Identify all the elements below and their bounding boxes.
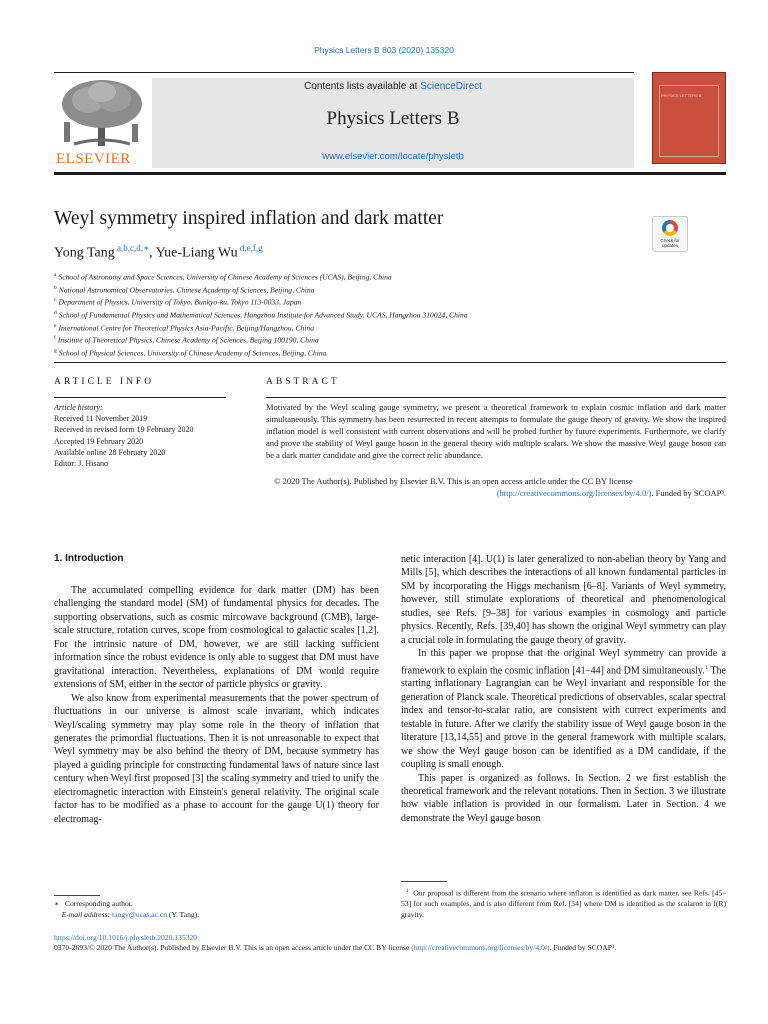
footnote-rule	[401, 881, 447, 882]
corresponding-author-label: Corresponding author.	[64, 899, 133, 908]
body-column-left	[54, 584, 379, 826]
footnote-marker[interactable]: 1	[704, 663, 708, 671]
editor: Editor: J. Hisano	[54, 459, 108, 469]
affiliation: $^g$ School of Physical Sciences, University of Chinese Academy of Sciences, Beijing, China	[54, 347, 327, 358]
abstract-heading: ABSTRACT	[266, 377, 340, 387]
header-top-rule	[54, 72, 634, 73]
paragraph: In this paper we propose that the original Weyl symmetry can provide a framework to explain the cosmic inflation [41–44] and DM simultaneously.$^1$ The starting inflationary Lagrangian can be Weyl invariant and responsible for the generation of Planck scale. Theoretical predictions of observables, scalar spectral index and tensor-to-scalar ratio, are consistent with currect experiments and testable in future. After we clarify the stability issue of Weyl gauge boson in the literature [13,14,55] and prove in the general framework with multiple scalars, we show the Weyl gauge boson can be identified as a DM candidate, if the coupling is small enough.	[401, 648, 726, 771]
abstract-copyright	[266, 476, 726, 500]
affiliation: $^d$ School of Fundamental Physics and Mathematical Sciences, Hangzhou Institute for Advanced Study, UCAS, Hangzhou 310024, China	[54, 309, 468, 320]
license-link[interactable]: (http://creativecommons.org/licenses/by/4.0/)	[411, 943, 550, 952]
sciencedirect-link[interactable]: ScienceDirect	[420, 81, 482, 92]
copyright-tail: . Funded by SCOAP³.	[651, 487, 726, 498]
license-tail: . Funded by SCOAP³.	[549, 943, 617, 952]
license-text: 0370-2693/© 2020 The Author(s). Published by Elsevier B.V. This is an open access article under the CC BY license	[54, 943, 410, 952]
article-history	[54, 402, 229, 469]
abstract-rule	[266, 397, 726, 398]
contents-line	[152, 81, 634, 92]
revised-date: Received in revised form 19 February 2020	[54, 425, 194, 435]
cover-title: PHYSICS LETTERS B	[661, 93, 702, 98]
article-info-heading: ARTICLE INFO	[54, 377, 155, 387]
footnote-rule	[54, 895, 100, 896]
publisher-name: ELSEVIER	[56, 151, 131, 167]
paragraph: netic interaction [4]. U(1) is later generalized to non-abelian theory by Yang and Mills [5], which describes the interactions of all known fundamental particles in SM by incorporating the Higgs mechanism [6–8]. Variants of Weyl symmetry, however, still stimulate explorations of theoretical and phenomenological studies, see Refs. [9–38] for various examples in cosmology and particle physics. Recently, Refs. [39,40] has shown the original Weyl symmetry can play a crucial role in formulating the gauge theory of gravity.	[401, 554, 726, 646]
paragraph: This paper is organized as follows. In Section. 2 we first establish the theoretical framework and the relevant notations. Then in Section. 3 we illustrate how viable inflation is provided in our formalism. Later in Section. 4 we demonstrate the Weyl gauge boson	[401, 772, 726, 824]
affiliation: $^a$ School of Astronomy and Space Sciences, University of Chinese Academy of Sciences (UCAS), Beijing, China	[54, 272, 392, 282]
received-date: Received 11 November 2019	[54, 414, 148, 424]
paragraph: The accumulated compelling evidence for dark matter (DM) has been challenging the standard model (SM) of fundamental physics for decades. The supporting observations, such as cosmic mircowave background (CMB), large-scale structure, rotation curves, scope from cosmological to galactic scales [1,2]. For the intrinsic nature of DM, however, we are still lacking sufficient information since the robust evidence is only able to suggest that DM must have gravitational interaction. Nevertheless, explanations of DM would require extensions of SM, either in the sector of particle physics or gravity.	[54, 585, 379, 691]
footnote-star: ∗	[54, 899, 60, 908]
author-affil-sup[interactable]: a,b,c,d,∗	[117, 243, 150, 253]
section-heading-introduction: 1. Introduction	[54, 553, 124, 564]
online-date: Available online 28 February 2020	[54, 447, 166, 457]
journal-cover-image[interactable]	[652, 72, 726, 164]
elsevier-logo[interactable]	[54, 78, 150, 168]
affiliation-list	[54, 270, 726, 358]
footnote-number: 1	[405, 888, 409, 894]
journal-title[interactable]: Physics Letters B	[326, 108, 460, 129]
footnote-1	[401, 886, 726, 920]
journal-reference[interactable]: Physics Letters B 803 (2020) 135320	[314, 45, 454, 55]
affiliation: $^e$ International Centre for Theoretical Physics Asia-Pacific, Beijing/Hangzhou, China	[54, 322, 315, 333]
affiliation: $^c$ Department of Physics, University of Tokyo, Bunkyo-ku, Tokyo 113-0033, Japan	[54, 297, 302, 307]
email-label: E-mail address:	[61, 909, 111, 919]
header-bottom-rule	[54, 172, 726, 175]
affiliation: $^f$ Institute of Theoretical Physics, Chinese Academy of Sciences, Beijing 100190, China	[54, 335, 319, 345]
section-divider	[54, 362, 726, 363]
copyright-text: © 2020 The Author(s). Published by Elsevier B.V. This is an open access article under the CC BY license	[274, 476, 633, 486]
journal-banner	[152, 78, 634, 168]
author-name[interactable]: Yue-Liang Wu	[155, 245, 238, 261]
author-list: Yong Tang $^{a,b,c,d,∗}$, Yue-Liang Wu $^{d,e,f,g}$	[54, 243, 263, 261]
check-updates-icon	[662, 220, 678, 236]
article-info-rule	[54, 397, 226, 398]
author-name[interactable]: Yong Tang	[54, 245, 115, 261]
doi-link[interactable]: https://doi.org/10.1016/j.physletb.2020.135320	[54, 933, 198, 942]
license-link[interactable]: (http://creativecommons.org/licenses/by/4.0/)	[496, 487, 652, 498]
affiliation: $^b$ National Astronomical Observatories, Chinese Academy of Sciences, Beijing, China	[54, 284, 315, 295]
history-label: Article history:	[54, 403, 103, 412]
journal-url-link[interactable]: www.elsevier.com/locate/physletb	[322, 151, 464, 162]
bottom-license	[54, 943, 726, 954]
paper-title: Weyl symmetry inspired inflation and dark matter	[54, 208, 444, 229]
check-for-updates-button[interactable]	[652, 216, 688, 252]
author-affil-sup[interactable]: d,e,f,g	[239, 243, 263, 253]
corresponding-author-note	[54, 899, 379, 920]
accepted-date: Accepted 19 February 2020	[54, 436, 144, 446]
email-owner: (Y. Tang).	[168, 909, 200, 919]
abstract-text: Motivated by the Weyl scaling gauge symmetry, we present a theoretical framework to explain cosmic inflation and dark matter simultaneously. This symmetry has been resurrected in recent attempts to formulate the gauge theory of gravity. We show the inspired inflation model is well consistent with current observations and will be probed further by future experiments. Furthermore, we clarify and prove the stability of Weyl gauge boson in the general theory with multiple scalars. We show the massive Weyl gauge boson can be a dark matter candidate and give the correct relic abundance.	[266, 402, 726, 460]
body-column-right	[401, 553, 726, 825]
email-link[interactable]: tangy@ucas.ac.cn	[111, 909, 168, 919]
check-updates-label: Check for updates	[660, 238, 680, 248]
tree-icon	[54, 78, 150, 150]
footnote-text: Our proposal is different from the scenario where inflaton is identified as dark matter, see Refs. [45–53] for such examples, and is also different from Ref. [54] where DM is identified as the scalaron in f(R) gravity.	[401, 888, 726, 919]
paragraph: We also know from experimental measurements that the power spectrum of fluctuations in our universe is almost scale invariant, which indicates Weyl/scaling symmetry may play some role in the theory of inflation that generates the primordial fluctuations. Then it is not unreasonable to expect that Weyl symmetry may be also behind the theory of DM, because symmetry has played a guiding principle for constructing fundamental laws of nature since last century when Weyl first proposed [3] the scaling symmetry and tried to unify the electromagnetic interaction with Einstein's general relativity. The original scale factor has to be modified as a phase to account for the gauge U(1) theory for electromag-	[54, 692, 379, 825]
contents-prefix: Contents lists available at	[304, 81, 421, 92]
